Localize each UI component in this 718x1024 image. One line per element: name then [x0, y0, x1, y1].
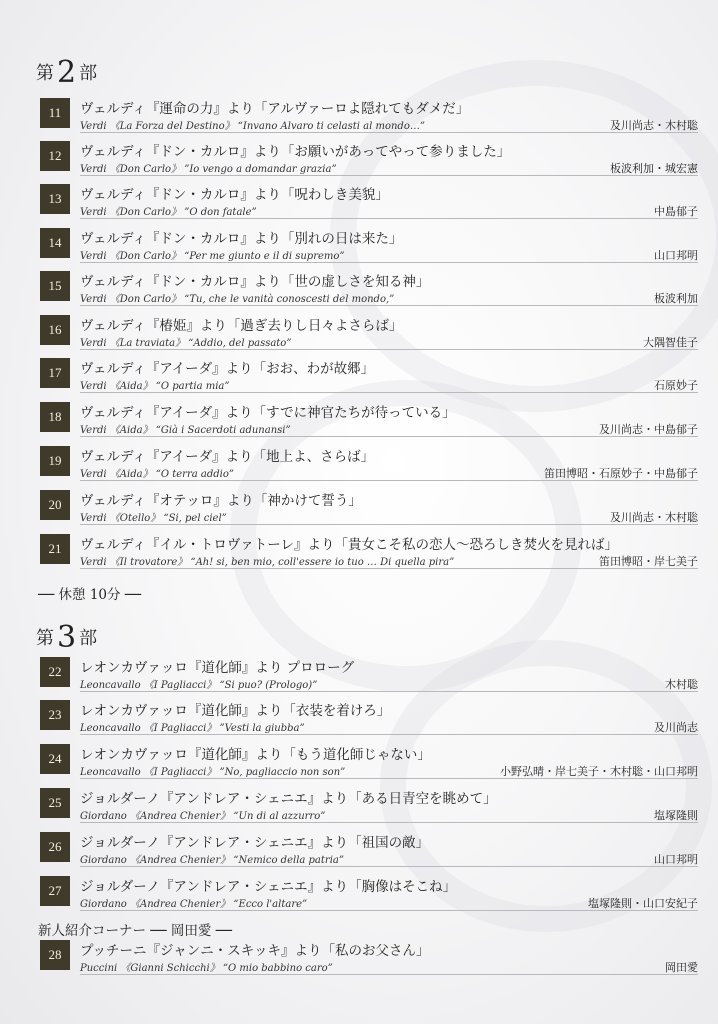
item-number: 26: [40, 832, 70, 862]
item-performers: 大隅智佳子: [643, 336, 698, 349]
program-item: [40, 831, 698, 871]
item-title: ヴェルディ『イル・トロヴァトーレ』より「貴女こそ私の恋人～恐ろしき焚火を見れば」: [80, 537, 618, 553]
item-number: 12: [40, 141, 70, 171]
item-number: 15: [40, 271, 70, 301]
item-performers: 木村聡: [665, 678, 698, 691]
item-title: ヴェルディ『運命の力』より「アルヴァーロよ隠れてもダメだ」: [80, 101, 470, 117]
item-original-title: Verdi 《Don Carlo》 ”Io vengo a domandar grazia”: [80, 164, 337, 175]
item-divider: [80, 132, 698, 133]
program-item: [40, 183, 698, 223]
program-item: [40, 699, 698, 739]
item-number: 23: [40, 700, 70, 730]
item-title: ヴェルディ『アイーダ』より「地上よ、さらば」: [80, 449, 375, 465]
item-performers: 及川尚志・木村聡: [610, 119, 698, 132]
item-divider: [80, 866, 698, 867]
program-item: [40, 533, 698, 573]
item-title: ジョルダーノ『アンドレア・シェニエ』より「胸像はそこね」: [80, 879, 457, 895]
item-original-title: Verdi 《Otello》 “Si, pel ciel”: [80, 513, 227, 524]
intermission-label: ── 休憩 10分 ──: [38, 587, 142, 603]
part-3-heading: 第 3 部: [36, 620, 98, 655]
item-title: ヴェルディ『オテッロ』より「神かけて誓う」: [80, 493, 362, 509]
item-title: ヴェルディ『ドン・カルロ』より「別れの日は来た」: [80, 231, 403, 247]
program-item: [40, 656, 698, 696]
item-performers: 山口邦明: [654, 853, 698, 866]
program-item: [40, 140, 698, 180]
item-original-title: Verdi 《Il trovatore》 “Ah! si, ben mio, coll'essere io tuo … Di quella pira”: [80, 557, 455, 568]
item-title: レオンカヴァッロ『道化師』より プロローグ: [80, 660, 355, 676]
item-title: ジョルダーノ『アンドレア・シェニエ』より「ある日青空を眺めて」: [80, 791, 497, 807]
program-item: [40, 357, 698, 397]
program-item: [40, 270, 698, 310]
item-title: ヴェルディ『ドン・カルロ』より「世の虚しさを知る神」: [80, 274, 430, 290]
item-title: プッチーニ『ジャンニ・スキッキ』より「私のお父さん」: [80, 943, 430, 959]
program-item: [40, 489, 698, 529]
item-original-title: Leoncavallo 《I Pagliacci》 “Si puo? (Prologo)”: [80, 680, 318, 691]
item-title: レオンカヴァッロ『道化師』より「衣装を着けろ」: [80, 703, 391, 719]
item-number: 21: [40, 534, 70, 564]
item-performers: 中島郁子: [654, 205, 698, 218]
item-number: 24: [40, 744, 70, 774]
item-number: 13: [40, 184, 70, 214]
item-divider: [80, 262, 698, 263]
item-original-title: Puccini 《Gianni Schicchi》 “O mio babbino caro”: [80, 963, 333, 974]
item-number: 28: [40, 940, 70, 970]
program-item: [40, 939, 698, 979]
program-item: [40, 97, 698, 137]
item-number: 22: [40, 657, 70, 687]
item-original-title: Verdi 《Don Carlo》 ”O don fatale”: [80, 207, 257, 218]
item-number: 14: [40, 228, 70, 258]
item-performers: 笛田博昭・岸七美子: [599, 555, 698, 568]
item-performers: 及川尚志・中島郁子: [599, 423, 698, 436]
item-divider: [80, 175, 698, 176]
item-original-title: Leoncavallo 《I Pagliacci》 ”No, pagliaccio non son”: [80, 767, 346, 778]
item-title: ジョルダーノ『アンドレア・シェニエ』より「祖国の敵」: [80, 835, 430, 851]
item-number: 19: [40, 446, 70, 476]
program-item: [40, 227, 698, 267]
item-divider: [80, 910, 698, 911]
item-title: ヴェルディ『椿姫』より「過ぎ去りし日々よさらば」: [80, 318, 403, 334]
item-divider: [80, 305, 698, 306]
item-title: ヴェルディ『ドン・カルロ』より「お願いがあってやって参りました」: [80, 144, 511, 160]
item-original-title: Verdi 《Aida》 “O terra addio”: [80, 469, 234, 480]
item-number: 16: [40, 315, 70, 345]
item-title: ヴェルディ『ドン・カルロ』より「呪わしき美貌」: [80, 187, 389, 203]
item-title: ヴェルディ『アイーダ』より「すでに神官たちが待っている」: [80, 405, 456, 421]
item-divider: [80, 349, 698, 350]
item-divider: [80, 392, 698, 393]
item-divider: [80, 480, 698, 481]
item-number: 11: [40, 98, 70, 128]
item-number: 25: [40, 788, 70, 818]
item-divider: [80, 436, 698, 437]
program-item: [40, 787, 698, 827]
item-divider: [80, 568, 698, 569]
item-title: ヴェルディ『アイーダ』より「おお、わが故郷」: [80, 361, 375, 377]
item-divider: [80, 218, 698, 219]
program-item: [40, 445, 698, 485]
item-number: 18: [40, 402, 70, 432]
newcomer-corner-label: 新人紹介コーナー ── 岡田愛 ──: [38, 923, 232, 939]
item-performers: 及川尚志: [654, 721, 698, 734]
item-original-title: Giordano 《Andrea Chenier》 “Nemico della patria”: [80, 855, 344, 866]
item-original-title: Verdi 《Aida》 “Già i Sacerdoti adunansi”: [80, 425, 291, 436]
item-performers: 板波利加・城宏憲: [610, 162, 698, 175]
program-item: [40, 743, 698, 783]
item-divider: [80, 734, 698, 735]
item-performers: 山口邦明: [654, 249, 698, 262]
item-original-title: Verdi 《Don Carlo》 “Tu, che le vanità conoscesti del mondo,”: [80, 294, 395, 305]
item-original-title: Verdi 《Don Carlo》 “Per me giunto e il di supremo”: [80, 251, 345, 262]
program-item: [40, 401, 698, 441]
item-divider: [80, 691, 698, 692]
item-original-title: Verdi 《La traviata》 “Addio, del passato”: [80, 338, 292, 349]
part-2-heading: 第 2 部: [36, 55, 98, 90]
item-original-title: Leoncavallo 《I Pagliacci》 ”Vesti la giubba”: [80, 723, 305, 734]
item-divider: [80, 524, 698, 525]
item-performers: 岡田愛: [665, 961, 698, 974]
item-performers: 石原妙子: [654, 379, 698, 392]
item-performers: 塩塚隆則・山口安紀子: [588, 897, 698, 910]
item-title: レオンカヴァッロ『道化師』より「もう道化師じゃない」: [80, 747, 431, 763]
item-divider: [80, 822, 698, 823]
item-performers: 塩塚隆則: [654, 809, 698, 822]
program-item: [40, 314, 698, 354]
item-original-title: Verdi 《Aida》 “O partia mia”: [80, 381, 230, 392]
item-divider: [80, 974, 698, 975]
item-performers: 小野弘晴・岸七美子・木村聡・山口邦明: [500, 765, 698, 778]
item-performers: 板波利加: [654, 292, 698, 305]
item-original-title: Verdi 《La Forza del Destino》 “Invano Alvaro ti celasti al mondo…”: [80, 121, 425, 132]
item-number: 27: [40, 876, 70, 906]
item-number: 17: [40, 358, 70, 388]
item-original-title: Giordano 《Andrea Chenier》 “Ecco l'altare”: [80, 899, 308, 910]
item-divider: [80, 778, 698, 779]
item-original-title: Giordano 《Andrea Chenier》 “Un di al azzurro”: [80, 811, 326, 822]
program-item: [40, 875, 698, 915]
item-performers: 及川尚志・木村聡: [610, 511, 698, 524]
item-performers: 笛田博昭・石原妙子・中島郁子: [544, 467, 698, 480]
item-number: 20: [40, 490, 70, 520]
